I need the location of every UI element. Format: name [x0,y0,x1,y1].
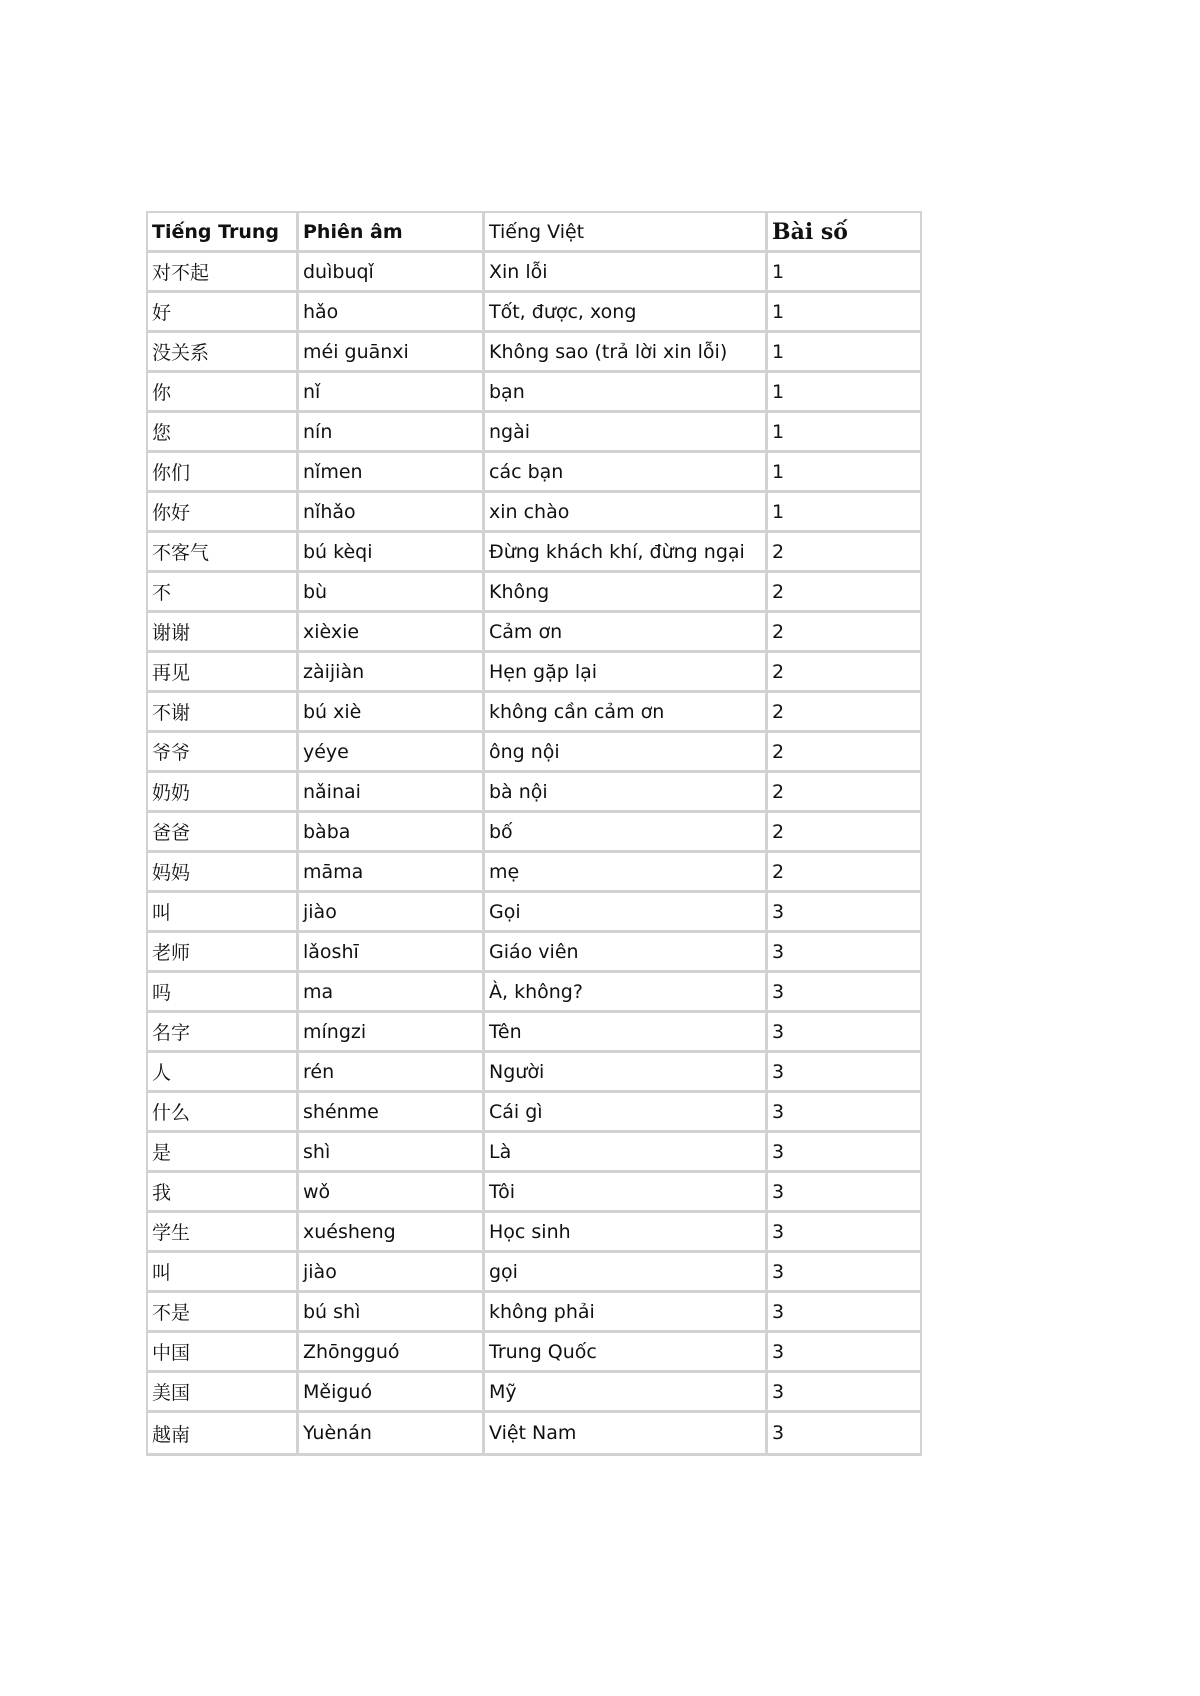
cell-chinese: 名字 [148,1013,299,1053]
cell-vietnamese: Tốt, được, xong [485,293,768,333]
cell-lesson-number: 3 [768,1293,920,1333]
cell-chinese: 不客气 [148,533,299,573]
cell-chinese: 爷爷 [148,733,299,773]
cell-vietnamese: Tôi [485,1173,768,1213]
cell-chinese: 不 [148,573,299,613]
cell-chinese: 你好 [148,493,299,533]
cell-vietnamese: Không [485,573,768,613]
table-row [148,333,920,373]
table-row [148,293,920,333]
table-row [148,493,920,533]
vocabulary-table [146,211,922,1456]
table-row [148,653,920,693]
cell-chinese: 爸爸 [148,813,299,853]
cell-chinese: 对不起 [148,253,299,293]
header-lesson: Bài số [768,213,920,253]
cell-pinyin: zàijiàn [299,653,485,693]
table-row [148,733,920,773]
cell-pinyin: hǎo [299,293,485,333]
table-row [148,973,920,1013]
cell-pinyin: Měiguó [299,1373,485,1413]
cell-lesson-number: 1 [768,453,920,493]
table-row [148,1053,920,1093]
cell-vietnamese: xin chào [485,493,768,533]
cell-lesson-number: 2 [768,773,920,813]
table-row [148,1293,920,1333]
table-row [148,893,920,933]
cell-lesson-number: 3 [768,973,920,1013]
cell-pinyin: māma [299,853,485,893]
cell-chinese: 人 [148,1053,299,1093]
cell-pinyin: nǐ [299,373,485,413]
cell-vietnamese: Tên [485,1013,768,1053]
table-row [148,533,920,573]
cell-pinyin: xièxie [299,613,485,653]
cell-vietnamese: bạn [485,373,768,413]
cell-lesson-number: 3 [768,893,920,933]
cell-lesson-number: 3 [768,1053,920,1093]
table-row [148,693,920,733]
cell-pinyin: nǎinai [299,773,485,813]
cell-vietnamese: bố [485,813,768,853]
cell-lesson-number: 3 [772,1422,785,1444]
table-row [148,1413,920,1453]
cell-vietnamese: Việt Nam [485,1413,768,1453]
cell-lesson-number: 1 [768,333,920,373]
cell-lesson-number: 2 [768,733,920,773]
table-row [148,933,920,973]
table-row [148,1373,920,1413]
cell-pinyin: rén [299,1053,485,1093]
cell-vietnamese: Người [485,1053,768,1093]
cell-lesson-number: 1 [768,413,920,453]
cell-pinyin: nǐmen [299,453,485,493]
cell-chinese: 中国 [148,1333,299,1373]
cell-chinese: 老师 [148,933,299,973]
cell-pinyin: Yuènán [299,1413,485,1453]
cell-chinese: 你们 [148,453,299,493]
cell-lesson-number: 2 [768,613,920,653]
table-row [148,1173,920,1213]
cell-chinese: 您 [148,413,299,453]
cell-vietnamese: Mỹ [485,1373,768,1413]
cell-chinese: 妈妈 [148,853,299,893]
cell-pinyin: shénme [299,1093,485,1133]
cell-lesson-number: 2 [768,533,920,573]
cell-chinese: 越南 [148,1413,299,1453]
table-row [148,1253,920,1293]
cell-lesson-number: 3 [768,1373,920,1413]
cell-lesson-number: 2 [768,693,920,733]
cell-pinyin: jiào [299,893,485,933]
cell-pinyin: shì [299,1133,485,1173]
table-row [148,413,920,453]
cell-chinese: 什么 [148,1093,299,1133]
cell-vietnamese: ông nội [485,733,768,773]
table-row [148,813,920,853]
table-row [148,1013,920,1053]
cell-vietnamese: Hẹn gặp lại [485,653,768,693]
cell-chinese: 好 [148,293,299,333]
cell-lesson-number: 2 [768,813,920,853]
cell-lesson-number: 1 [768,493,920,533]
cell-vietnamese: gọi [485,1253,768,1293]
cell-chinese: 不谢 [148,693,299,733]
cell-vietnamese: Trung Quốc [485,1333,768,1373]
cell-pinyin: bàba [299,813,485,853]
header-chinese: Tiếng Trung [148,213,299,253]
cell-vietnamese: không phải [485,1293,768,1333]
cell-lesson-number: 3 [768,933,920,973]
cell-lesson-number: 2 [768,653,920,693]
cell-lesson-number: 3 [768,1213,920,1253]
cell-vietnamese: Không sao (trả lời xin lỗi) [485,333,768,373]
cell-chinese: 你 [148,373,299,413]
cell-vietnamese: các bạn [485,453,768,493]
cell-pinyin: bú kèqi [299,533,485,573]
cell-lesson-number: 3 [768,1253,920,1293]
cell-pinyin: yéye [299,733,485,773]
cell-vietnamese: Đừng khách khí, đừng ngại [485,533,768,573]
cell-vietnamese: Xin lỗi [485,253,768,293]
cell-chinese: 谢谢 [148,613,299,653]
table-row [148,1213,920,1253]
cell-pinyin: nǐhǎo [299,493,485,533]
cell-lesson-number: 1 [768,253,920,293]
cell-chinese: 再见 [148,653,299,693]
cell-pinyin: bù [299,573,485,613]
table-row [148,853,920,893]
table-row [148,613,920,653]
cell-vietnamese: Cảm ơn [485,613,768,653]
cell-pinyin: lǎoshī [299,933,485,973]
table-row [148,253,920,293]
cell-chinese: 吗 [148,973,299,1013]
cell-lesson-number: 3 [768,1013,920,1053]
cell-chinese: 学生 [148,1213,299,1253]
cell-vietnamese: Giáo viên [485,933,768,973]
table-header-row [148,213,920,253]
cell-vietnamese: bà nội [485,773,768,813]
cell-vietnamese: không cần cảm ơn [485,693,768,733]
cell-lesson-number: 1 [768,293,920,333]
cell-pinyin: míngzi [299,1013,485,1053]
cell-pinyin: wǒ [299,1173,485,1213]
table-row [148,373,920,413]
cell-lesson-number: 2 [768,853,920,893]
cell-vietnamese: À, không? [485,973,768,1013]
table-row [148,1093,920,1133]
cell-pinyin: bú shì [299,1293,485,1333]
cell-lesson-number: 3 [768,1333,920,1373]
table-body [148,253,920,1453]
table-row [148,573,920,613]
table-row [148,1333,920,1373]
table-row [148,1133,920,1173]
cell-chinese: 叫 [148,1253,299,1293]
cell-vietnamese: Là [485,1133,768,1173]
cell-chinese: 不是 [148,1293,299,1333]
cell-chinese: 是 [148,1133,299,1173]
cell-lesson-number: 3 [768,1173,920,1213]
cell-chinese: 叫 [148,893,299,933]
cell-chinese: 我 [148,1173,299,1213]
cell-pinyin: Zhōngguó [299,1333,485,1373]
cell-chinese: 美国 [148,1373,299,1413]
cell-vietnamese: Học sinh [485,1213,768,1253]
cell-lesson-number: 2 [768,573,920,613]
cell-pinyin: bú xiè [299,693,485,733]
cell-vietnamese: Cái gì [485,1093,768,1133]
cell-chinese: 奶奶 [148,773,299,813]
cell-pinyin: duìbuqǐ [299,253,485,293]
table-row [148,453,920,493]
header-pinyin: Phiên âm [299,213,485,253]
cell-vietnamese: mẹ [485,853,768,893]
cell-lesson-number: 3 [768,1093,920,1133]
cell-pinyin: xuésheng [299,1213,485,1253]
table-row [148,773,920,813]
header-vietnamese: Tiếng Việt [485,213,768,253]
cell-vietnamese: Gọi [485,893,768,933]
cell-chinese: 没关系 [148,333,299,373]
cell-lesson-number: 3 [768,1133,920,1173]
cell-pinyin: méi guānxi [299,333,485,373]
cell-vietnamese: ngài [485,413,768,453]
cell-pinyin: jiào [299,1253,485,1293]
cell-lesson-number: 1 [768,373,920,413]
cell-pinyin: nín [299,413,485,453]
cell-pinyin: ma [299,973,485,1013]
